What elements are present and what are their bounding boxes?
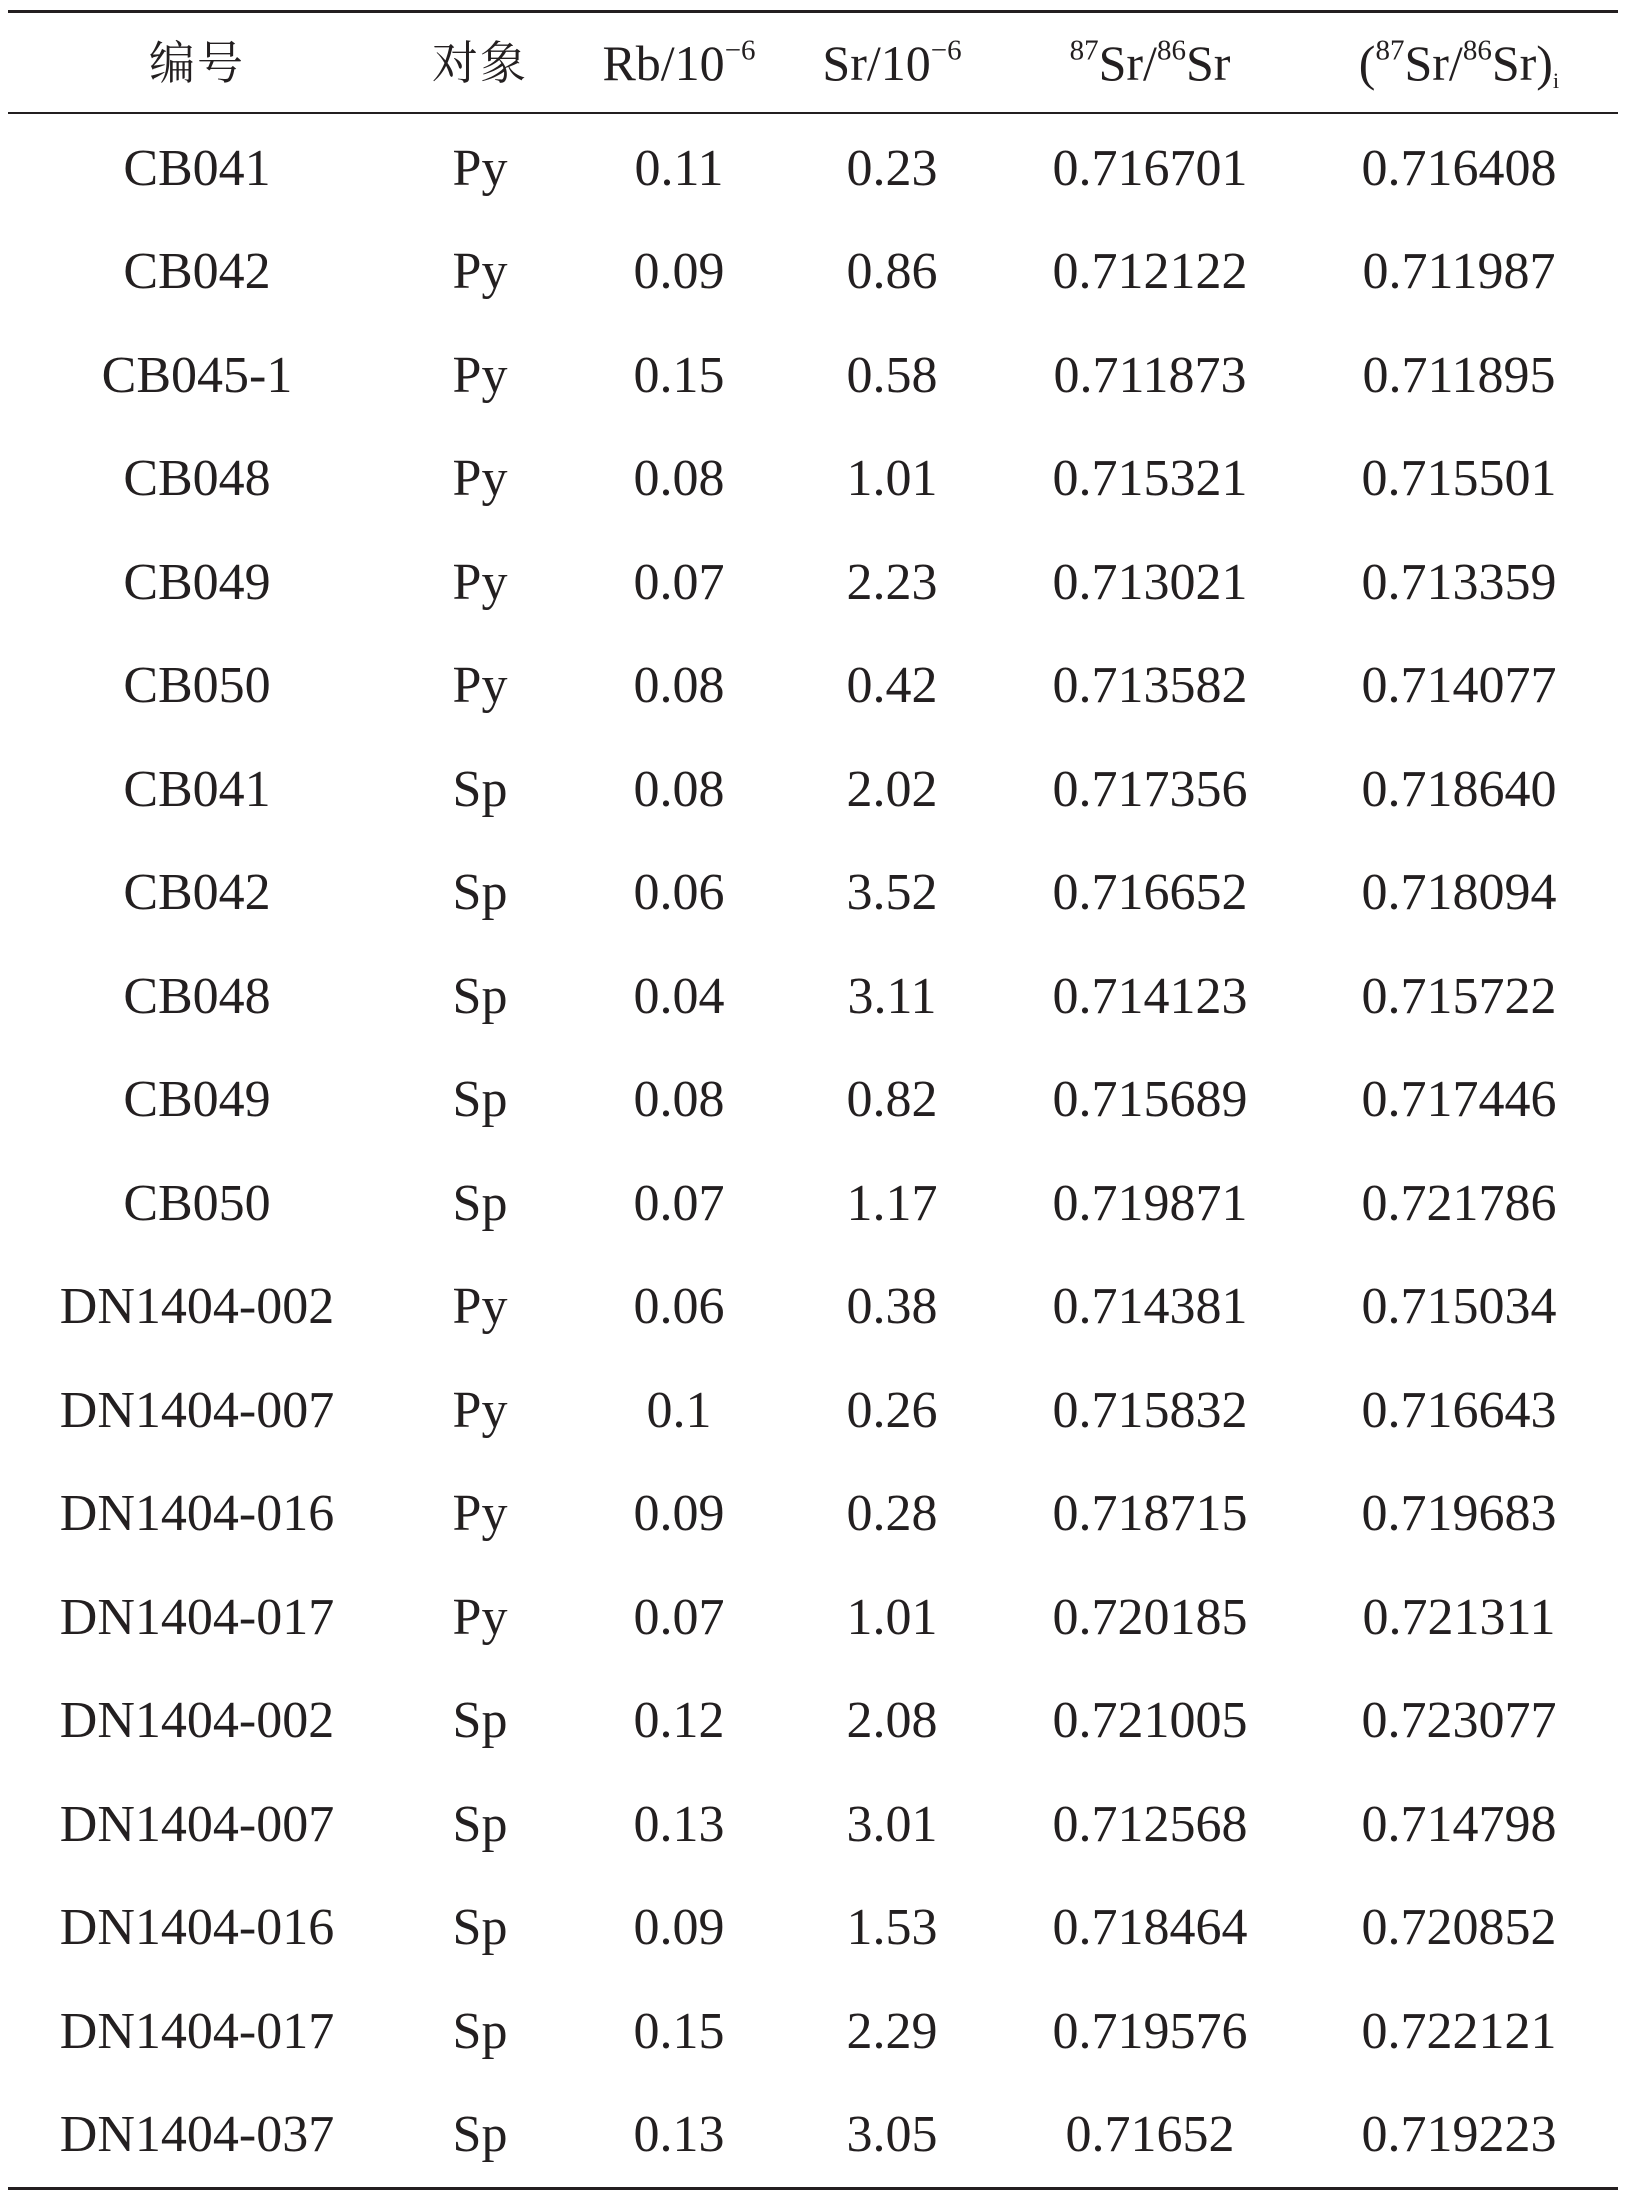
cell-sr-ratio: 0.713021 (1052, 553, 1248, 611)
cell-sr-ratio: 0.720185 (1052, 1588, 1248, 1646)
cell-initial-sr-ratio: 0.723077 (1361, 1692, 1557, 1750)
table-row (8, 1773, 1618, 1877)
cell-object: Py (452, 1381, 508, 1439)
cell-initial-sr-ratio: 0.715034 (1361, 1278, 1557, 1336)
cell-sample-id: DN1404-002 (59, 1278, 335, 1336)
table-row (8, 1463, 1618, 1567)
cell-object: Sp (452, 760, 508, 818)
cell-sr: 0.23 (846, 139, 938, 197)
cell-sample-id: CB049 (123, 1071, 271, 1129)
cell-object: Sp (452, 2002, 508, 2060)
cell-sr-ratio: 0.715832 (1052, 1381, 1248, 1439)
table-row (8, 117, 1618, 221)
cell-sr: 1.01 (846, 450, 938, 508)
cell-object: Sp (452, 2106, 508, 2164)
table-row (8, 1152, 1618, 1256)
cell-sample-id: DN1404-007 (59, 1795, 335, 1853)
table-body (8, 117, 1618, 2187)
cell-initial-sr-ratio: 0.718640 (1361, 760, 1557, 818)
cell-rb: 0.07 (633, 553, 725, 611)
table-row (8, 738, 1618, 842)
cell-object: Sp (452, 1899, 508, 1957)
cell-sample-id: CB041 (123, 139, 271, 197)
header-rb-exponent: −6 (724, 34, 756, 67)
cell-object: Sp (452, 967, 508, 1025)
table-row (8, 635, 1618, 739)
cell-sr: 1.01 (846, 1588, 938, 1646)
cell-initial-sr-ratio: 0.721311 (1362, 1588, 1556, 1646)
header-sr: $Sr/10^{-6}$ (822, 34, 962, 91)
cell-sr-ratio: 0.716701 (1052, 139, 1248, 197)
cell-sr-ratio: 0.712568 (1052, 1795, 1248, 1853)
table-row (8, 1359, 1618, 1463)
cell-sample-id: DN1404-016 (59, 1485, 335, 1543)
table-row (8, 428, 1618, 532)
cell-sr-ratio: 0.718464 (1052, 1899, 1248, 1957)
cell-initial-sr-ratio: 0.722121 (1361, 2002, 1557, 2060)
cell-sample-id: DN1404-017 (59, 2002, 335, 2060)
cell-sr: 3.01 (846, 1795, 938, 1853)
header-id: 编号 (149, 35, 245, 90)
table-row (8, 324, 1618, 428)
cell-sr-ratio: 0.714123 (1052, 967, 1248, 1025)
cell-sr-ratio: 0.714381 (1052, 1278, 1248, 1336)
cell-sr: 2.29 (846, 2002, 938, 2060)
header-sr-ratio: $^{87}$Sr/$^{86}$Sr (1069, 34, 1231, 91)
cell-initial-sr-ratio: 0.713359 (1361, 553, 1557, 611)
cell-sr-ratio: 0.711873 (1053, 346, 1247, 404)
cell-sr: 3.11 (847, 967, 937, 1025)
cell-sr-ratio: 0.718715 (1052, 1485, 1248, 1543)
table-row (8, 1980, 1618, 2084)
cell-initial-sr-ratio: 0.718094 (1361, 864, 1557, 922)
cell-object: Py (452, 243, 508, 301)
table-row (8, 531, 1618, 635)
cell-object: Sp (452, 1795, 508, 1853)
cell-sr-ratio: 0.713582 (1052, 657, 1248, 715)
cell-sr: 1.53 (846, 1899, 938, 1957)
cell-sample-id: DN1404-016 (59, 1899, 335, 1957)
cell-object: Sp (452, 1174, 508, 1232)
cell-object: Py (452, 450, 508, 508)
cell-sr: 2.23 (846, 553, 938, 611)
cell-object: Py (452, 1278, 508, 1336)
bottom-rule (8, 2187, 1618, 2190)
cell-sr: 0.38 (846, 1278, 938, 1336)
cell-initial-sr-ratio: 0.721786 (1361, 1174, 1557, 1232)
cell-rb: 0.09 (633, 1899, 725, 1957)
cell-sample-id: CB045-1 (101, 346, 293, 404)
cell-object: Py (452, 553, 508, 611)
cell-sr-ratio: 0.716652 (1052, 864, 1248, 922)
cell-rb: 0.11 (634, 139, 724, 197)
cell-sample-id: CB041 (123, 760, 271, 818)
cell-rb: 0.09 (633, 243, 725, 301)
table-row (8, 2084, 1618, 2188)
cell-sr-ratio: 0.71652 (1065, 2106, 1235, 2164)
cell-rb: 0.06 (633, 864, 725, 922)
data-table (8, 10, 1618, 2190)
cell-initial-sr-ratio: 0.711895 (1362, 346, 1556, 404)
cell-sr-ratio: 0.712122 (1052, 243, 1248, 301)
cell-initial-sr-ratio: 0.711987 (1362, 243, 1556, 301)
cell-rb: 0.15 (633, 346, 725, 404)
cell-sr: 3.05 (846, 2106, 938, 2164)
cell-object: Py (452, 1485, 508, 1543)
cell-sr-ratio: 0.721005 (1052, 1692, 1248, 1750)
header-row (8, 13, 1618, 112)
cell-object: Sp (452, 1692, 508, 1750)
cell-rb: 0.08 (633, 657, 725, 715)
cell-rb: 0.07 (633, 1588, 725, 1646)
cell-sr: 0.26 (846, 1381, 938, 1439)
cell-initial-sr-ratio: 0.715501 (1361, 450, 1557, 508)
cell-object: Py (452, 139, 508, 197)
cell-initial-sr-ratio: 0.719683 (1361, 1485, 1557, 1543)
cell-initial-sr-ratio: 0.714077 (1361, 657, 1557, 715)
cell-rb: 0.1 (646, 1381, 712, 1439)
cell-object: Sp (452, 864, 508, 922)
cell-rb: 0.04 (633, 967, 725, 1025)
table-row (8, 1670, 1618, 1774)
cell-sr-ratio: 0.715321 (1052, 450, 1248, 508)
cell-sample-id: CB042 (123, 243, 271, 301)
cell-sr: 0.28 (846, 1485, 938, 1543)
table-row (8, 221, 1618, 325)
cell-rb: 0.13 (633, 2106, 725, 2164)
cell-initial-sr-ratio: 0.720852 (1361, 1899, 1557, 1957)
header-initial-sr-ratio: $(^{87}Sr/^{86}Sr)_i$ (1358, 34, 1560, 93)
cell-sample-id: CB048 (123, 967, 271, 1025)
cell-sr-ratio: 0.715689 (1052, 1071, 1248, 1129)
table-row (8, 945, 1618, 1049)
cell-sr: 3.52 (846, 864, 938, 922)
table-row (8, 1049, 1618, 1153)
cell-object: Py (452, 657, 508, 715)
cell-sr: 0.42 (846, 657, 938, 715)
cell-sr: 2.08 (846, 1692, 938, 1750)
table-row (8, 842, 1618, 946)
cell-sample-id: CB050 (123, 657, 271, 715)
cell-initial-sr-ratio: 0.717446 (1361, 1071, 1557, 1129)
cell-initial-sr-ratio: 0.716408 (1361, 139, 1557, 197)
cell-rb: 0.09 (633, 1485, 725, 1543)
cell-rb: 0.15 (633, 2002, 725, 2060)
cell-sr: 0.86 (846, 243, 938, 301)
cell-rb: 0.13 (633, 1795, 725, 1853)
header-sr-exponent: −6 (930, 34, 962, 67)
cell-initial-sr-ratio: 0.716643 (1361, 1381, 1557, 1439)
cell-sr-ratio: 0.719576 (1052, 2002, 1248, 2060)
cell-sample-id: CB049 (123, 553, 271, 611)
cell-sample-id: DN1404-002 (59, 1692, 335, 1750)
cell-sr: 0.58 (846, 346, 938, 404)
cell-sr-ratio: 0.717356 (1052, 760, 1248, 818)
cell-sample-id: CB042 (123, 864, 271, 922)
header-object: 对象 (432, 35, 528, 90)
cell-rb: 0.08 (633, 760, 725, 818)
cell-sample-id: CB050 (123, 1174, 271, 1232)
cell-rb: 0.06 (633, 1278, 725, 1336)
cell-rb: 0.08 (633, 450, 725, 508)
cell-rb: 0.08 (633, 1071, 725, 1129)
cell-initial-sr-ratio: 0.719223 (1361, 2106, 1557, 2164)
cell-object: Py (452, 1588, 508, 1646)
cell-initial-sr-ratio: 0.715722 (1361, 967, 1557, 1025)
header-rule (8, 112, 1618, 114)
cell-sr: 1.17 (846, 1174, 938, 1232)
cell-sr: 2.02 (846, 760, 938, 818)
cell-object: Sp (452, 1071, 508, 1129)
table-row (8, 1256, 1618, 1360)
cell-sr: 0.82 (846, 1071, 938, 1129)
table-row (8, 1566, 1618, 1670)
cell-initial-sr-ratio: 0.714798 (1361, 1795, 1557, 1853)
cell-rb: 0.12 (633, 1692, 725, 1750)
cell-sample-id: DN1404-037 (59, 2106, 335, 2164)
cell-object: Py (452, 346, 508, 404)
header-rb: $Rb/10^{-6}$ (602, 34, 756, 91)
cell-rb: 0.07 (633, 1174, 725, 1232)
cell-sr-ratio: 0.719871 (1052, 1174, 1248, 1232)
cell-sample-id: DN1404-017 (59, 1588, 335, 1646)
cell-sample-id: DN1404-007 (59, 1381, 335, 1439)
table-row (8, 1877, 1618, 1981)
cell-sample-id: CB048 (123, 450, 271, 508)
